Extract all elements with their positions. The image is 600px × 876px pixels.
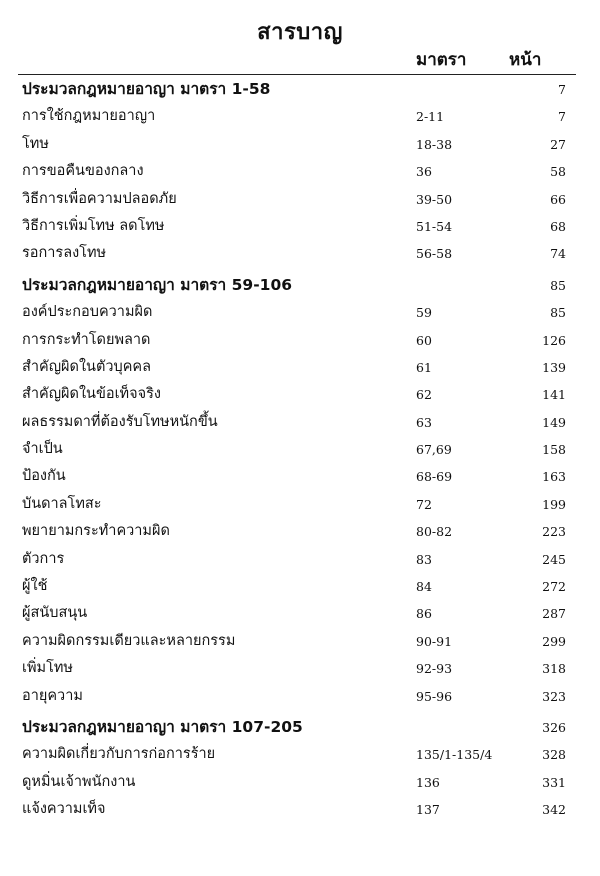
toc-entry-section: 135/1-135/4: [416, 747, 493, 763]
toc-entry-page: 331: [542, 774, 566, 790]
toc-entry-page: 342: [542, 802, 566, 818]
toc-entry-title: วิธีการเพิ่มโทษ ลดโทษ: [22, 217, 165, 234]
toc-entry-page: 126: [542, 332, 566, 348]
toc-entry-section: 80-82: [416, 524, 453, 540]
toc-entry-section: 84: [416, 579, 432, 595]
toc-entry-page: 223: [542, 524, 566, 540]
toc-entry-section: 67,69: [416, 442, 452, 458]
toc-entry: [0, 683, 600, 710]
toc-entry-page: 139: [542, 359, 566, 375]
toc-entry: [0, 131, 600, 158]
toc-entry-title: อายุความ: [22, 687, 83, 704]
toc-entry-page: 158: [542, 442, 566, 458]
toc-entry-page: 287: [542, 606, 566, 622]
toc-entry: [0, 628, 600, 655]
toc-entry-section: 62: [416, 387, 432, 403]
toc-entry-page: 326: [542, 719, 566, 735]
toc-entry-section: 61: [416, 359, 432, 375]
toc-entry-title: ความผิดเกี่ยวกับการก่อการร้าย: [22, 746, 216, 763]
toc-entry-page: 68: [550, 218, 566, 234]
header-divider: [18, 74, 576, 75]
toc-entry-page: 27: [550, 136, 566, 152]
toc-entry-section: 136: [416, 774, 440, 790]
toc-entry-title: สำคัญผิดในข้อเท็จจริง: [22, 386, 161, 403]
toc-entry-title: ประมวลกฎหมายอาญา มาตรา 1-58: [22, 80, 271, 98]
toc-entry: [0, 573, 600, 600]
toc-entry-title: รอการลงโทษ: [22, 245, 107, 262]
toc-entry: [0, 409, 600, 436]
toc-entry-page: 149: [542, 414, 566, 430]
toc-entry-section: 63: [416, 414, 432, 430]
toc-entry-title: แจ้งความเท็จ: [22, 801, 106, 818]
toc-entry-page: 7: [558, 109, 566, 125]
page-title: สารบาญ: [257, 20, 343, 45]
toc-entry: [0, 463, 600, 490]
toc-entry-page: 318: [542, 661, 566, 677]
toc-entry: [0, 769, 600, 796]
toc-entry-section: 2-11: [416, 109, 445, 125]
toc-entry-page: 74: [550, 246, 566, 262]
toc-entry-page: 323: [542, 688, 566, 704]
toc-entry-page: 328: [542, 747, 566, 763]
toc-entry: [0, 518, 600, 545]
toc-entry-title: ผลธรรมดาที่ต้องรับโทษหนักขึ้น: [22, 413, 218, 430]
toc-entry-page: 85: [550, 305, 566, 321]
toc-entry-title: การใช้กฎหมายอาญา: [22, 108, 156, 125]
toc-entry-section: 36: [416, 164, 432, 180]
toc-entry-page: 245: [542, 551, 566, 567]
toc-entry-section: 18-38: [416, 136, 453, 152]
toc-entry-page: 7: [558, 82, 566, 97]
toc-entry-section: 83: [416, 551, 432, 567]
toc-entry-page: 163: [542, 469, 566, 485]
toc-entry-page: 141: [542, 387, 566, 403]
toc-entry-section: 95-96: [416, 688, 453, 704]
toc-entry: [0, 158, 600, 185]
toc-entry: [0, 600, 600, 627]
toc-part-heading: [0, 76, 600, 103]
toc-entry-section: 92-93: [416, 661, 453, 677]
toc-entry-section: 137: [416, 802, 440, 818]
toc-entry-title: การขอคืนของกลาง: [22, 163, 144, 180]
toc-entry: [0, 741, 600, 768]
toc-entry: [0, 796, 600, 823]
toc-entry-section: 86: [416, 606, 432, 622]
toc-entry-page: 85: [550, 277, 566, 293]
toc-entry: [0, 381, 600, 408]
toc-entry-title: องค์ประกอบความผิด: [22, 304, 153, 321]
section-column-header: มาตรา: [416, 50, 467, 70]
toc-entry-title: ตัวการ: [22, 550, 65, 567]
toc-entry-title: ประมวลกฎหมายอาญา มาตรา 107-205: [22, 717, 303, 736]
toc-entry-section: 72: [416, 496, 432, 512]
toc-entry: [0, 103, 600, 130]
toc-entry-title: เพิ่มโทษ: [22, 660, 73, 677]
toc-entry-page: 199: [542, 496, 566, 512]
toc-entry: [0, 546, 600, 573]
toc-entry-section: 51-54: [416, 218, 453, 234]
toc-entry-title: การกระทำโดยพลาด: [22, 331, 151, 348]
toc-entry: [0, 354, 600, 381]
page-column-header: หน้า: [509, 50, 542, 70]
table-of-contents: [0, 76, 600, 824]
toc-entry-title: ผู้ใช้: [22, 578, 48, 595]
toc-entry: [0, 186, 600, 213]
toc-part-heading: [0, 714, 600, 741]
toc-entry: [0, 240, 600, 267]
toc-entry: [0, 327, 600, 354]
toc-entry-section: 90-91: [416, 633, 453, 649]
toc-part-heading: [0, 272, 600, 299]
toc-entry-title: สำคัญผิดในตัวบุคคล: [22, 358, 151, 375]
toc-entry-section: 68-69: [416, 469, 453, 485]
toc-entry-section: 56-58: [416, 246, 453, 262]
toc-entry-page: 299: [542, 633, 566, 649]
toc-entry: [0, 655, 600, 682]
toc-entry-title: ประมวลกฎหมายอาญา มาตรา 59-106: [22, 275, 293, 294]
toc-entry-section: 60: [416, 332, 432, 348]
toc-entry-section: 59: [416, 305, 432, 321]
toc-entry-page: 272: [542, 579, 566, 595]
toc-entry-page: 58: [550, 164, 566, 180]
toc-entry-page: 66: [550, 191, 566, 207]
toc-entry: [0, 213, 600, 240]
toc-entry-title: ผู้สนับสนุน: [22, 605, 88, 622]
toc-entry-title: จำเป็น: [22, 441, 63, 458]
toc-entry-title: ความผิดกรรมเดียวและหลายกรรม: [22, 632, 236, 649]
toc-entry-title: ดูหมิ่นเจ้าพนักงาน: [22, 773, 136, 790]
toc-entry: [0, 436, 600, 463]
toc-entry: [0, 299, 600, 326]
toc-entry-title: โทษ: [22, 135, 49, 152]
toc-entry-title: บันดาลโทสะ: [22, 495, 102, 512]
toc-entry-title: วิธีการเพื่อความปลอดภัย: [22, 190, 177, 207]
toc-entry-title: พยายามกระทำความผิด: [22, 523, 170, 540]
toc-entry-section: 39-50: [416, 191, 453, 207]
toc-entry-title: ป้องกัน: [22, 468, 66, 485]
toc-entry: [0, 491, 600, 518]
